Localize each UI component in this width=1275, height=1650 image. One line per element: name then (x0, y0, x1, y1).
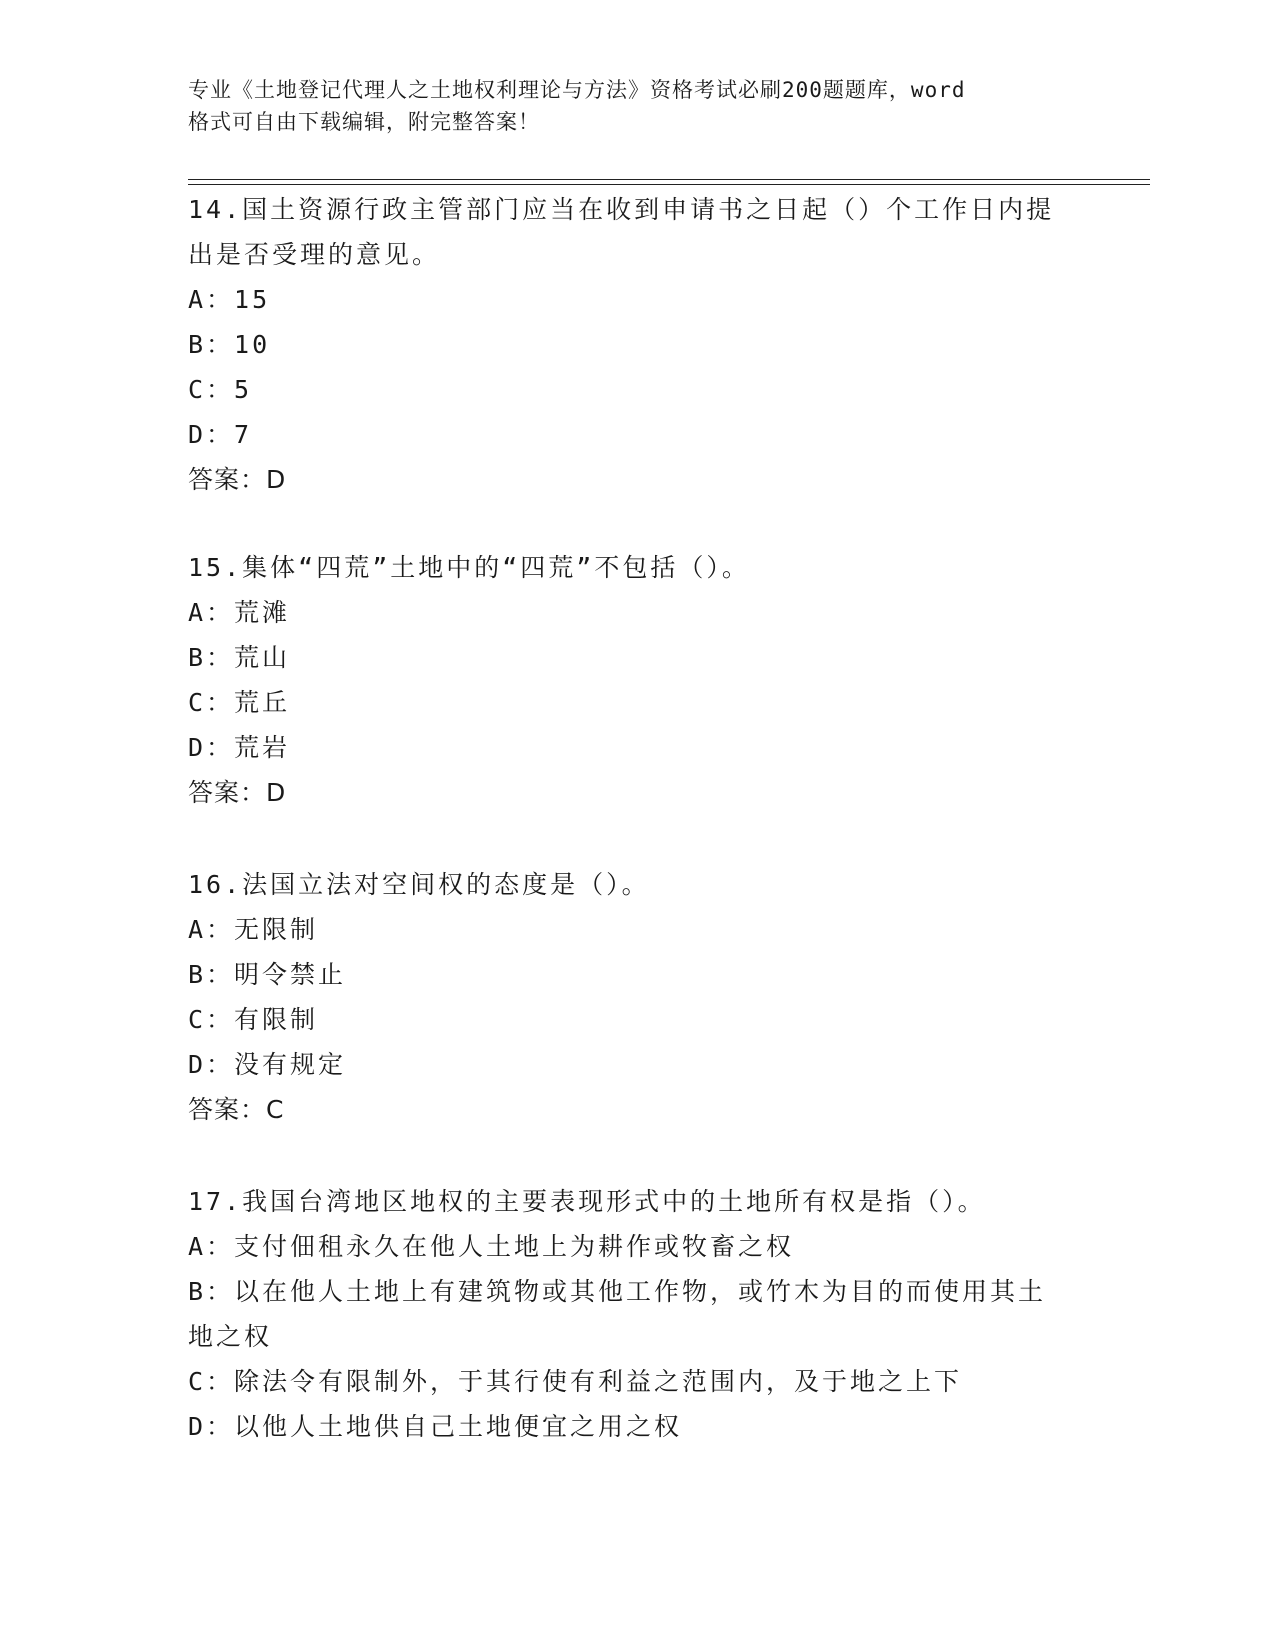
option-d: D：没有规定 (188, 1050, 347, 1079)
option-a: A：15 (188, 285, 271, 314)
question-16 (188, 862, 1088, 1132)
option-d: D：以他人土地供自己土地便宜之用之权 (188, 1412, 683, 1441)
answer: 答案：C (188, 1095, 285, 1124)
question-stem: 16.法国立法对空间权的态度是（）。 (188, 870, 650, 899)
question-14 (188, 187, 1088, 502)
option-b-continued: 地之权 (188, 1322, 273, 1351)
option-d: D：7 (188, 420, 253, 449)
option-b: B：10 (188, 330, 271, 359)
option-c: C：荒丘 (188, 688, 291, 717)
question-stem: 15.集体“四荒”土地中的“四荒”不包括（）。 (188, 553, 750, 582)
question-stem: 17.我国台湾地区地权的主要表现形式中的土地所有权是指（）。 (188, 1187, 986, 1216)
answer: 答案：D (188, 465, 287, 494)
question-17 (188, 1179, 1088, 1449)
option-a: A：支付佃租永久在他人土地上为耕作或牧畜之权 (188, 1232, 795, 1261)
header-divider-bottom (188, 184, 1150, 185)
document-header (188, 74, 1068, 138)
question-stem-continued: 出是否受理的意见。 (188, 240, 441, 269)
option-b: B：以在他人土地上有建筑物或其他工作物，或竹木为目的而使用其土 (188, 1277, 1047, 1306)
answer: 答案：D (188, 778, 287, 807)
header-line-2: 格式可自由下载编辑，附完整答案！ (188, 110, 540, 134)
option-a: A：无限制 (188, 915, 319, 944)
option-c: C：5 (188, 375, 253, 404)
question-stem: 14.国土资源行政主管部门应当在收到申请书之日起（）个工作日内提 (188, 195, 1055, 224)
option-d: D：荒岩 (188, 733, 291, 762)
option-b: B：荒山 (188, 643, 291, 672)
header-line-1: 专业《土地登记代理人之土地权利理论与方法》资格考试必刷200题题库，word (188, 78, 966, 102)
option-b: B：明令禁止 (188, 960, 347, 989)
option-c: C：有限制 (188, 1005, 319, 1034)
option-c: C：除法令有限制外，于其行使有利益之范围内，及于地之上下 (188, 1367, 963, 1396)
option-a: A：荒滩 (188, 598, 291, 627)
question-15 (188, 545, 1088, 815)
header-divider-top (188, 179, 1150, 180)
